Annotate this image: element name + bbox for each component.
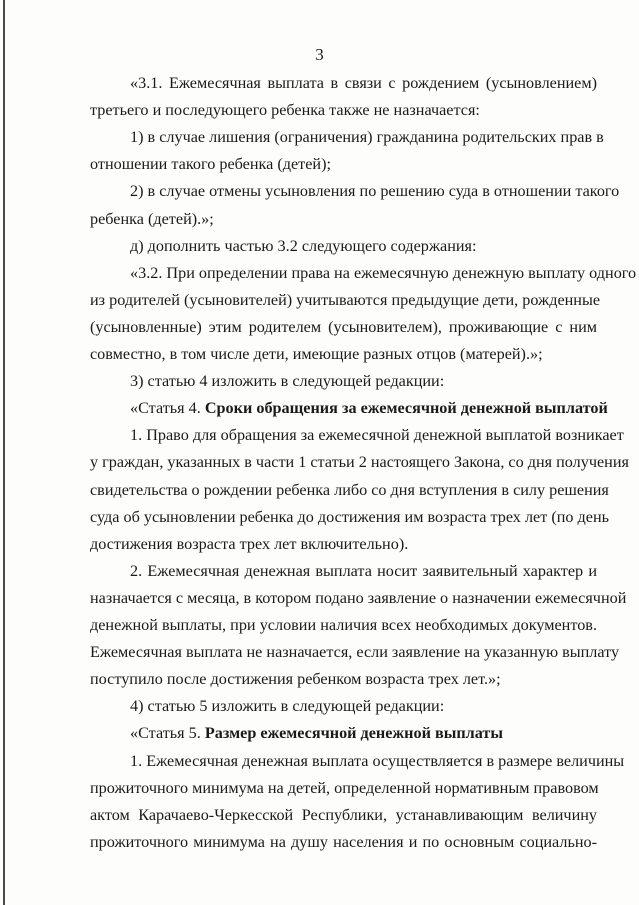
line-text: денежной выплаты, при условии наличия всех необходимых документов. bbox=[90, 616, 597, 634]
line-text: совместно, в том числе дети, имеющие разных отцов (матерей).»; bbox=[90, 345, 543, 363]
line-text: из родителей (усыновителей) учитываются предыдущие дети, рожденные bbox=[90, 290, 601, 309]
page-number: 3 bbox=[315, 45, 324, 64]
text-line bbox=[90, 720, 597, 747]
line-text: 2) в случае отмены усыновления по решению суда в отношении такого bbox=[130, 182, 620, 201]
text-line bbox=[90, 504, 609, 531]
text-line bbox=[90, 368, 597, 395]
text-line bbox=[90, 151, 597, 178]
text-line bbox=[90, 314, 597, 341]
text-line bbox=[90, 206, 597, 233]
text-line bbox=[90, 422, 624, 449]
line-text: 1. Ежемесячная денежная выплата осуществляется в размере величины bbox=[130, 751, 625, 770]
text-line bbox=[90, 693, 597, 720]
line-text: «3.1. Ежемесячная выплата в связи с рождением (усыновлением) bbox=[130, 74, 597, 92]
line-text: Ежемесячная выплата не назначается, если заявление на указанную выплату bbox=[90, 643, 620, 662]
line-text: достижения возраста трех лет включительно). bbox=[90, 534, 409, 553]
line-text: прожиточного минимума на душу населения и по основным социально- bbox=[90, 832, 597, 851]
text-line bbox=[90, 477, 609, 504]
text-line bbox=[90, 775, 597, 802]
text-line bbox=[90, 233, 597, 260]
text-line bbox=[90, 341, 597, 368]
line-text: 1) в случае лишения (ограничения) гражданина родительских прав в bbox=[130, 128, 604, 147]
text-line bbox=[90, 531, 597, 558]
article-heading: Размер ежемесячной денежной выплаты bbox=[204, 724, 504, 743]
line-text: (усыновленные) этим родителем (усыновителем), проживающие с ним bbox=[90, 317, 597, 336]
text-line bbox=[90, 70, 597, 97]
text-line bbox=[90, 124, 604, 151]
text-line bbox=[90, 585, 627, 612]
line-text: прожиточного минимума на детей, определенной нормативным правовом bbox=[90, 778, 599, 797]
text-line bbox=[90, 395, 608, 422]
line-text: отношении такого ребенка (детей); bbox=[90, 155, 331, 174]
text-line bbox=[90, 178, 620, 205]
line-text: 4) статью 5 изложить в следующей редакции: bbox=[130, 697, 445, 716]
text-line bbox=[90, 612, 597, 639]
text-line bbox=[90, 639, 620, 666]
text-line bbox=[90, 97, 597, 124]
article-heading: Сроки обращения за ежемесячной денежной выплатой bbox=[204, 399, 608, 418]
line-text: поступило после достижения ребенком возраста трех лет.»; bbox=[90, 670, 501, 689]
text-line bbox=[90, 260, 637, 287]
line-text: свидетельства о рождении ребенка либо со дня вступления в силу решения bbox=[90, 480, 609, 499]
text-line bbox=[90, 558, 597, 585]
line-text: 1. Право для обращения за ежемесячной денежной выплатой возникает bbox=[130, 426, 624, 445]
text-line bbox=[90, 829, 597, 856]
line-text: суда об усыновлении ребенка до достижения им возраста трех лет (по день bbox=[90, 507, 609, 526]
text-line bbox=[90, 802, 597, 829]
text-line bbox=[90, 449, 629, 476]
line-text: назначается с месяца, в котором подано заявление о назначении ежемесячной bbox=[90, 588, 627, 607]
line-text: третьего и последующего ребенка также не назначается: bbox=[90, 101, 480, 120]
line-text: д) дополнить частью 3.2 следующего содержания: bbox=[130, 236, 477, 255]
line-text: ребенка (детей).»; bbox=[90, 209, 214, 228]
line-text: «Статья 4. bbox=[130, 399, 205, 418]
line-text: «3.2. При определении права на ежемесячную денежную выплату одного bbox=[130, 263, 637, 282]
line-text: «Статья 5. bbox=[130, 724, 205, 743]
text-line bbox=[90, 748, 625, 775]
line-text: у граждан, указанных в части 1 статьи 2 настоящего Закона, со дня получения bbox=[90, 453, 629, 472]
text-line bbox=[90, 666, 597, 693]
text-line bbox=[90, 287, 601, 314]
line-text: 2. Ежемесячная денежная выплата носит заявительный характер и bbox=[130, 561, 597, 580]
scan-edge bbox=[3, 0, 5, 905]
line-text: актом Карачаево-Черкесской Республики, устанавливающим величину bbox=[90, 805, 597, 824]
line-text: 3) статью 4 изложить в следующей редакции: bbox=[130, 372, 445, 391]
